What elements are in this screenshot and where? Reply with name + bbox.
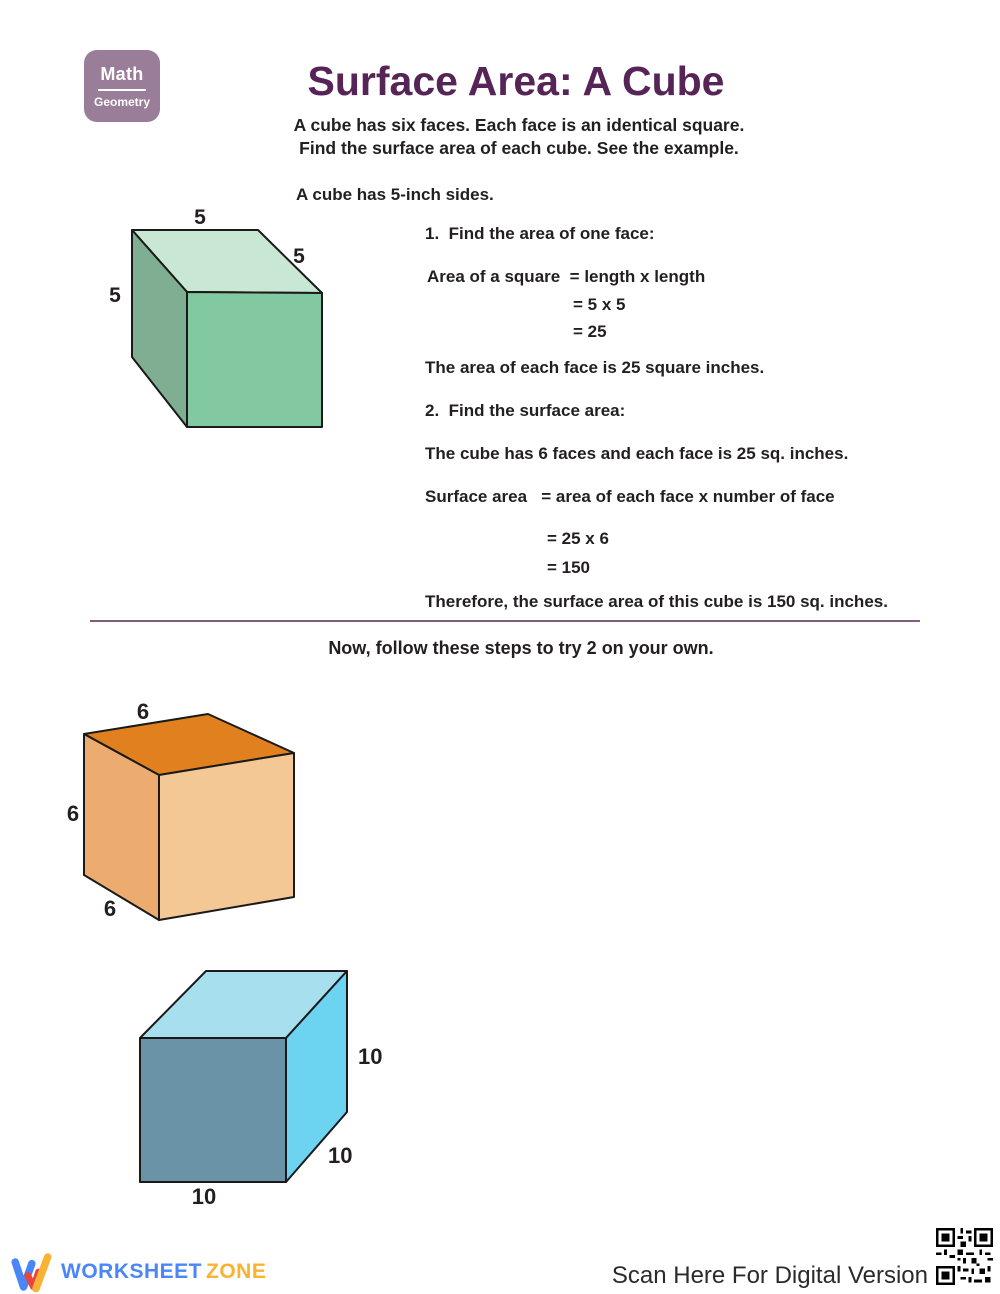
dimension-label-left: 6 [66,801,80,826]
faces-note: The cube has 6 faces and each face is 25 sq. inches. [425,444,849,463]
dimension-label-top: 6 [136,699,150,724]
logo-wordmark [61,1260,266,1284]
intro-line-2: Find the surface area of each cube. See the example. [299,138,739,158]
dimension-label-right: 5 [293,245,305,268]
problem2-cube-figure [130,958,395,1213]
qr-code [936,1228,993,1285]
subject-badge [84,50,160,122]
area-formula: Area of a square = length x length [427,267,706,286]
intro-text [294,114,745,160]
dimension-label-bottom: 6 [103,896,117,921]
problem1-cube-figure [55,690,310,935]
worksheetzone-logo [10,1252,266,1292]
cube-front-face [140,1038,286,1182]
example-caption: A cube has 5-inch sides. [296,185,494,204]
cube-front-face [187,292,322,427]
badge-subject-label: Math [100,63,144,84]
dimension-label-left: 5 [109,284,121,307]
conclusion-text: Therefore, the surface area of this cube is 150 sq. inches. [425,592,888,611]
step1-heading: 1. Find the area of one face: [425,224,655,243]
logo-zone-text: ZONE [206,1260,267,1283]
practice-instruction: Now, follow these steps to try 2 on your own. [328,638,714,658]
worksheetzone-logo-icon [10,1252,52,1292]
dimension-label-depth: 10 [328,1143,353,1168]
dimension-label-bottom: 10 [191,1184,217,1209]
surface-formula: Surface area = area of each face x number of face [425,487,835,506]
cube-front-face [159,753,294,920]
surface-calc-line2: = 150 [547,558,591,577]
step2-heading: 2. Find the surface area: [425,401,626,420]
example-cube-figure [100,200,345,445]
section-divider [90,620,920,622]
surface-calc-line1: = 25 x 6 [547,529,609,548]
page-title: Surface Area: A Cube [307,58,725,104]
area-calc-line1: = 5 x 5 [573,295,626,314]
scan-here-text: Scan Here For Digital Version [611,1262,928,1289]
area-calc-line2: = 25 [573,322,607,341]
badge-topic-label: Geometry [93,94,151,109]
intro-line-1: A cube has six faces. Each face is an identical square. [293,115,745,135]
badge-divider-line [98,89,146,91]
logo-worksheet-text: WORKSHEET [61,1260,202,1283]
dimension-label-top: 5 [194,206,206,229]
dimension-label-right: 10 [358,1044,383,1069]
area-result: The area of each face is 25 square inches. [425,358,765,377]
